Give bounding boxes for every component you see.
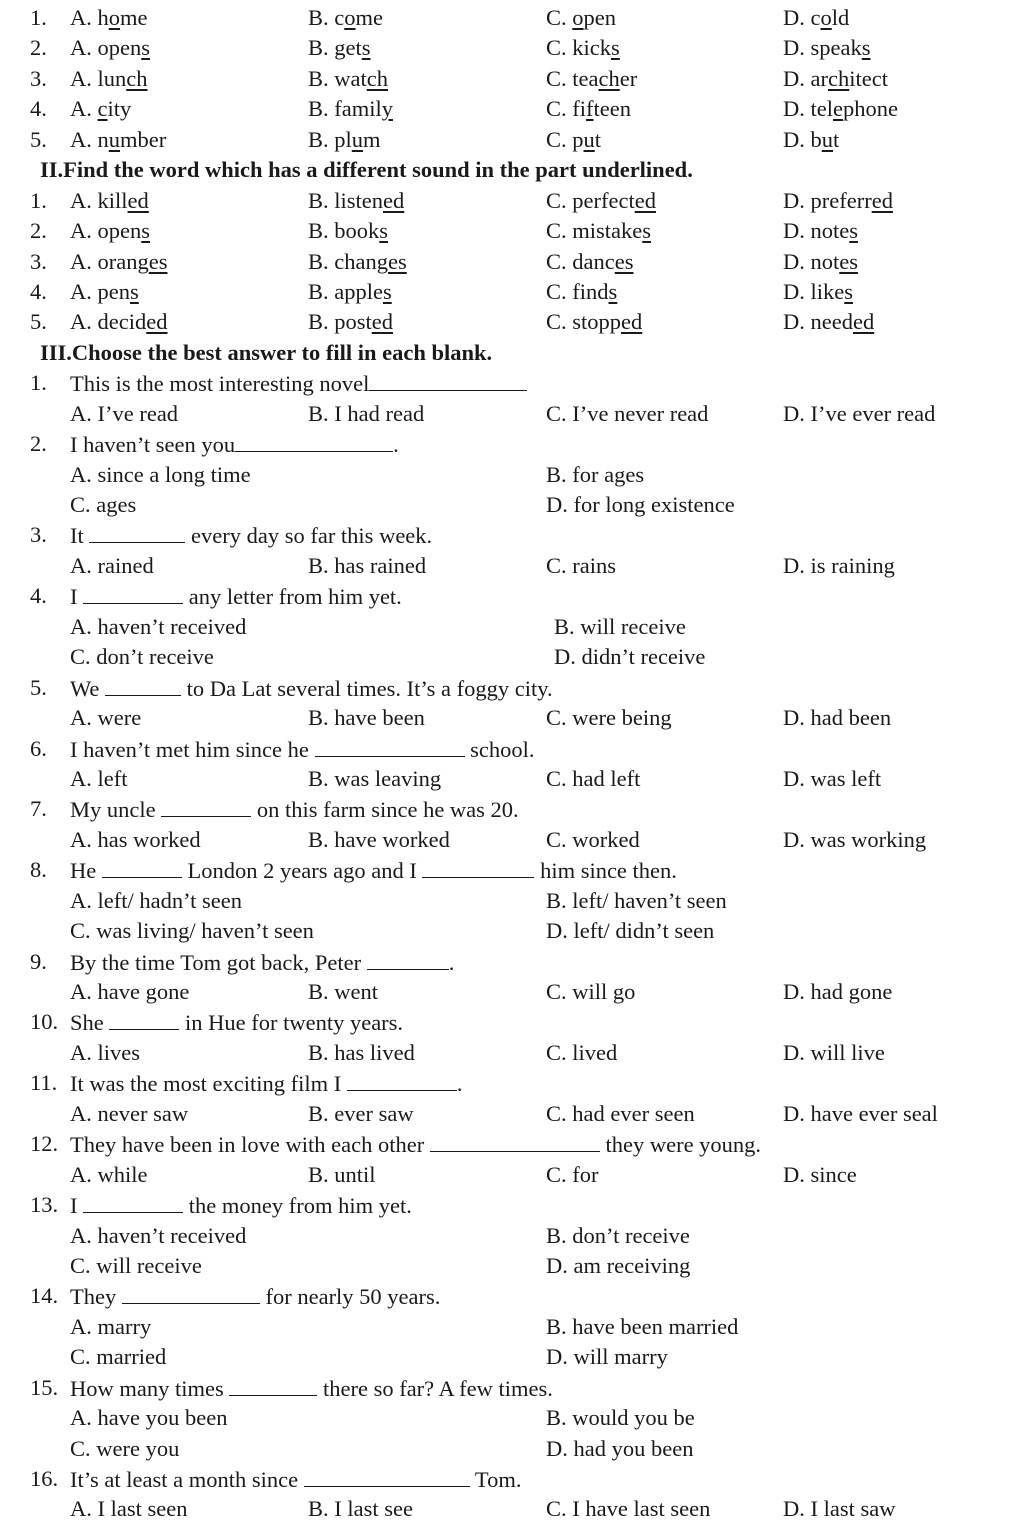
answer-option: B. I last see (308, 1496, 413, 1522)
answer-blank[interactable] (122, 1281, 260, 1304)
question-stem (0, 947, 1024, 977)
question-stem (0, 1281, 1024, 1311)
answer-option: A. I last seen (70, 1496, 188, 1522)
answer-blank[interactable] (315, 734, 465, 757)
question-stem (0, 520, 1024, 550)
answer-option: D. I’ve ever read (783, 400, 936, 426)
answer-option: C. teacher (546, 65, 638, 91)
answer-option: B. would you be (546, 1405, 695, 1431)
question-text: They for nearly 50 years. (70, 1281, 440, 1312)
answer-option: D. for long existence (546, 492, 735, 517)
answer-option: D. had been (783, 705, 892, 731)
answer-option: C. had ever seen (546, 1100, 695, 1126)
answer-option: D. I last saw (783, 1496, 896, 1522)
answer-option: D. will live (783, 1039, 885, 1065)
answer-option: B. until (308, 1161, 376, 1187)
answer-option: C. worked (546, 826, 640, 852)
answer-option: D. had you been (546, 1435, 694, 1461)
answer-option: A. have gone (70, 979, 190, 1004)
options-row (0, 642, 1024, 672)
answer-option: A. rained (70, 552, 154, 578)
section-title: III.Choose the best answer to fill in each blank. (40, 339, 493, 365)
answer-option: D. speaks (783, 35, 871, 61)
answer-option: A. lives (70, 1039, 140, 1065)
question-text: This is the most interesting novel (70, 368, 527, 399)
question-row (0, 125, 1024, 155)
answer-option: A. were (70, 705, 142, 731)
answer-option: D. architect (783, 65, 888, 91)
question-text: He London 2 years ago and I him since then. (70, 855, 677, 886)
answer-option: A. city (70, 96, 132, 122)
answer-option: B. don’t receive (546, 1222, 690, 1248)
answer-option: A. opens (70, 35, 151, 61)
answer-option: A. haven’t received (70, 1222, 247, 1248)
question-stem (0, 1190, 1024, 1220)
answer-option: D. since (783, 1161, 857, 1187)
answer-option: D. left/ didn’t seen (546, 918, 715, 944)
question-stem (0, 1007, 1024, 1037)
answer-blank[interactable] (422, 855, 534, 878)
answer-option: C. mistakes (546, 218, 652, 244)
answer-option: C. will go (546, 979, 636, 1004)
answer-blank[interactable] (369, 368, 527, 391)
answer-blank[interactable] (83, 581, 183, 604)
answer-option: C. ages (70, 492, 137, 517)
answer-option: B. went (308, 979, 378, 1004)
question-stem (0, 368, 1024, 398)
question-number: 2. (30, 218, 47, 244)
question-number: 5. (30, 126, 47, 152)
answer-option: B. ever saw (308, 1100, 414, 1126)
options-row (0, 1403, 1024, 1433)
options-row (0, 1160, 1024, 1190)
options-row (0, 1434, 1024, 1464)
answer-option: B. changes (308, 248, 407, 274)
options-row (0, 1038, 1024, 1068)
question-text: I haven’t met him since he school. (70, 734, 535, 765)
question-stem (0, 734, 1024, 764)
question-number: 3. (30, 65, 47, 91)
question-row (0, 186, 1024, 216)
question-stem (0, 429, 1024, 459)
answer-option: A. has worked (70, 826, 201, 852)
answer-option: C. were being (546, 705, 672, 731)
answer-option: A. lunch (70, 65, 148, 91)
answer-option: A. pens (70, 278, 139, 304)
answer-option: C. lived (546, 1039, 618, 1065)
answer-option: A. while (70, 1161, 148, 1187)
answer-option: D. notes (783, 248, 858, 274)
answer-option: B. come (308, 5, 383, 30)
question-text: It was the most exciting film I . (70, 1068, 462, 1099)
options-row (0, 551, 1024, 581)
question-text: I haven’t seen you . (70, 429, 399, 460)
answer-blank[interactable] (304, 1464, 470, 1487)
question-text: How many times there so far? A few times. (70, 1373, 553, 1404)
options-row (0, 490, 1024, 520)
answer-option: D. notes (783, 218, 859, 244)
answer-option: D. was working (783, 826, 927, 852)
options-row (0, 825, 1024, 855)
answer-option: B. listened (308, 187, 405, 213)
answer-option: D. needed (783, 309, 875, 335)
answer-option: A. killed (70, 187, 149, 213)
answer-option: B. was leaving (308, 765, 442, 791)
question-text: They have been in love with each other they were young. (70, 1129, 761, 1160)
question-number: 11. (30, 1070, 58, 1096)
answer-option: A. since a long time (70, 461, 251, 487)
answer-option: D. telephone (783, 96, 898, 122)
answer-option: C. don’t receive (70, 644, 214, 670)
section-heading (0, 338, 1024, 368)
answer-option: B. have been (308, 705, 425, 731)
question-stem (0, 673, 1024, 703)
answer-option: A. home (70, 5, 148, 30)
answer-option: C. open (546, 5, 617, 30)
question-stem (0, 1068, 1024, 1098)
question-row (0, 247, 1024, 277)
section-heading (0, 155, 1024, 185)
answer-blank[interactable] (109, 1007, 179, 1030)
answer-option: B. for ages (546, 461, 645, 487)
answer-blank[interactable] (161, 794, 251, 817)
answer-option: C. I have last seen (546, 1496, 711, 1522)
question-text: It’s at least a month since Tom. (70, 1464, 521, 1495)
answer-blank[interactable] (235, 429, 393, 452)
question-text: She in Hue for twenty years. (70, 1007, 403, 1038)
options-row (0, 1099, 1024, 1129)
answer-option: A. left/ hadn’t seen (70, 887, 243, 913)
answer-blank[interactable] (83, 1190, 183, 1213)
answer-option: B. posted (308, 309, 394, 335)
question-number: 15. (30, 1374, 59, 1400)
options-row (0, 1312, 1024, 1342)
answer-blank[interactable] (89, 520, 185, 543)
question-text: We to Da Lat several times. It’s a foggy city. (70, 673, 553, 704)
answer-option: D. had gone (783, 979, 893, 1004)
question-number: 9. (30, 948, 47, 974)
answer-blank[interactable] (347, 1068, 457, 1091)
options-row (0, 764, 1024, 794)
answer-option: C. were you (70, 1435, 180, 1461)
answer-option: B. will receive (554, 613, 686, 639)
answer-blank[interactable] (367, 947, 449, 970)
options-row (0, 460, 1024, 490)
question-number: 1. (30, 5, 47, 30)
answer-option: C. finds (546, 278, 618, 304)
answer-option: B. family (308, 96, 393, 122)
answer-option: B. left/ haven’t seen (546, 887, 727, 913)
question-text: It every day so far this week. (70, 520, 432, 551)
answer-option: B. has lived (308, 1039, 415, 1065)
answer-blank[interactable] (430, 1129, 600, 1152)
answer-option: C. kicks (546, 35, 620, 61)
answer-option: D. will marry (546, 1344, 668, 1370)
question-text: I the money from him yet. (70, 1190, 412, 1221)
question-stem (0, 794, 1024, 824)
answer-option: D. have ever seal (783, 1100, 938, 1126)
answer-blank[interactable] (105, 673, 181, 696)
question-number: 8. (30, 857, 47, 883)
options-row (0, 1342, 1024, 1372)
question-row (0, 33, 1024, 63)
question-text: By the time Tom got back, Peter . (70, 947, 454, 978)
answer-option: A. left (70, 765, 128, 791)
answer-option: B. have worked (308, 826, 450, 852)
question-number: 7. (30, 796, 47, 822)
question-row (0, 307, 1024, 337)
worksheet (0, 3, 1024, 1525)
question-number: 6. (30, 735, 47, 761)
answer-option: A. never saw (70, 1100, 189, 1126)
answer-option: B. apples (308, 278, 392, 304)
answer-option: B. I had read (308, 400, 425, 426)
question-row (0, 277, 1024, 307)
answer-option: B. gets (308, 35, 371, 61)
answer-option: C. will receive (70, 1252, 202, 1278)
options-row (0, 916, 1024, 946)
question-number: 5. (30, 674, 47, 700)
question-number: 1. (30, 187, 47, 213)
answer-option: A. oranges (70, 248, 168, 274)
answer-option: A. decided (70, 309, 168, 335)
answer-option: D. but (783, 126, 840, 152)
answer-option: D. cold (783, 5, 850, 30)
question-stem (0, 1373, 1024, 1403)
question-number: 3. (30, 248, 47, 274)
answer-option: C. rains (546, 552, 616, 578)
question-row (0, 94, 1024, 124)
question-number: 2. (30, 431, 47, 457)
options-row (0, 977, 1024, 1007)
answer-option: B. has rained (308, 552, 427, 578)
question-number: 1. (30, 370, 47, 396)
answer-option: C. perfected (546, 187, 656, 213)
question-row (0, 216, 1024, 246)
answer-option: D. was left (783, 765, 882, 791)
question-number: 5. (30, 309, 47, 335)
answer-option: B. books (308, 218, 389, 244)
question-row (0, 3, 1024, 33)
answer-option: A. marry (70, 1313, 152, 1339)
question-text: I any letter from him yet. (70, 581, 402, 612)
answer-option: C. I’ve never read (546, 400, 709, 426)
question-number: 12. (30, 1131, 59, 1157)
options-row (0, 703, 1024, 733)
answer-option: B. plum (308, 126, 381, 152)
options-row (0, 886, 1024, 916)
question-stem (0, 1129, 1024, 1159)
answer-option: C. had left (546, 765, 641, 791)
answer-option: D. preferred (783, 187, 893, 213)
question-number: 4. (30, 278, 47, 304)
answer-blank[interactable] (229, 1373, 317, 1396)
answer-option: A. haven’t received (70, 613, 247, 639)
question-number: 13. (30, 1192, 59, 1218)
options-row (0, 1494, 1024, 1524)
answer-option: D. am receiving (546, 1252, 691, 1278)
question-number: 4. (30, 96, 47, 122)
answer-blank[interactable] (102, 855, 182, 878)
options-row (0, 399, 1024, 429)
options-row (0, 1221, 1024, 1251)
answer-option: D. is raining (783, 552, 895, 578)
question-stem (0, 1464, 1024, 1494)
answer-option: B. watch (308, 65, 388, 91)
answer-option: A. number (70, 126, 167, 152)
question-row (0, 64, 1024, 94)
answer-option: C. dances (546, 248, 634, 274)
answer-option: A. have you been (70, 1405, 228, 1431)
answer-option: C. married (70, 1344, 167, 1370)
question-number: 10. (30, 1009, 59, 1035)
question-number: 16. (30, 1466, 59, 1491)
question-text: My uncle on this farm since he was 20. (70, 794, 519, 825)
options-row (0, 612, 1024, 642)
answer-option: A. opens (70, 218, 151, 244)
question-number: 4. (30, 583, 47, 609)
answer-option: B. have been married (546, 1313, 739, 1339)
answer-option: C. fifteen (546, 96, 631, 122)
question-number: 14. (30, 1283, 59, 1309)
section-title: II.Find the word which has a different sound in the part underlined. (40, 157, 693, 183)
answer-option: C. stopped (546, 309, 643, 335)
options-row (0, 1251, 1024, 1281)
question-number: 3. (30, 522, 47, 548)
question-stem (0, 855, 1024, 885)
answer-option: A. I’ve read (70, 400, 179, 426)
answer-option: C. was living/ haven’t seen (70, 918, 314, 944)
answer-option: D. likes (783, 278, 854, 304)
answer-option: C. put (546, 126, 602, 152)
question-number: 2. (30, 35, 47, 61)
question-stem (0, 581, 1024, 611)
answer-option: C. for (546, 1161, 599, 1187)
answer-option: D. didn’t receive (554, 644, 706, 670)
